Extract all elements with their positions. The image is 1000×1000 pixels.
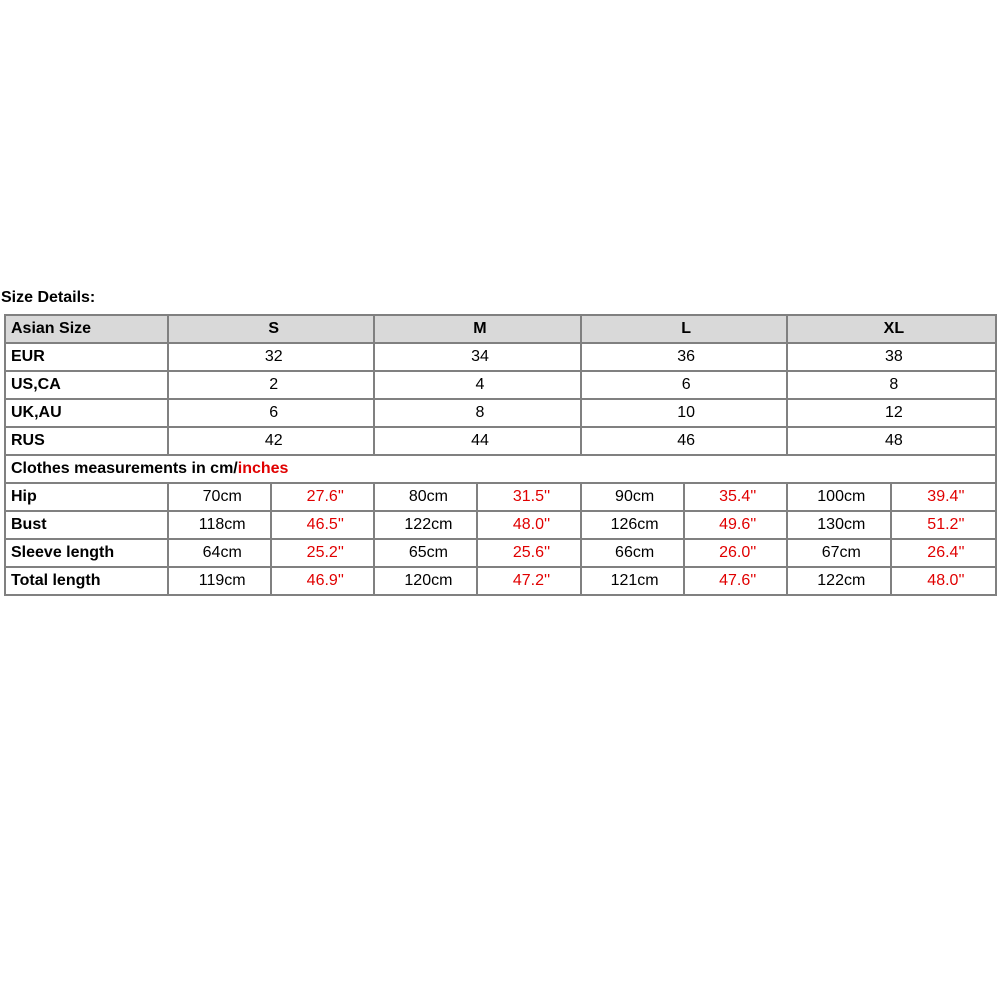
size-header-cell: M [374, 315, 580, 343]
inch-value-cell: 39.4'' [891, 483, 996, 511]
page-title: Size Details: [1, 289, 96, 306]
cm-value-cell: 119cm [168, 567, 271, 595]
size-value-cell: 6 [168, 399, 374, 427]
cm-value-cell: 122cm [787, 567, 891, 595]
size-value-cell: 8 [787, 371, 996, 399]
section-label-cm: Clothes measurements in cm/ [11, 460, 238, 477]
cm-value-cell: 65cm [374, 539, 477, 567]
inch-value-cell: 46.5'' [271, 511, 374, 539]
size-table [4, 314, 997, 596]
size-value-cell: 8 [374, 399, 580, 427]
inch-value-cell: 27.6'' [271, 483, 374, 511]
row-label-cell: US,CA [5, 371, 168, 399]
cm-value-cell: 64cm [168, 539, 271, 567]
row-label-cell: Bust [5, 511, 168, 539]
section-row [5, 455, 996, 483]
size-value-cell: 44 [374, 427, 580, 455]
size-value-cell: 12 [787, 399, 996, 427]
inch-value-cell: 46.9'' [271, 567, 374, 595]
size-header-cell: L [581, 315, 787, 343]
table-row [5, 567, 996, 595]
size-value-cell: 36 [581, 343, 787, 371]
table-row [5, 539, 996, 567]
table-row [5, 511, 996, 539]
size-value-cell: 10 [581, 399, 787, 427]
inch-value-cell: 26.0'' [684, 539, 787, 567]
size-value-cell: 48 [787, 427, 996, 455]
table-row [5, 483, 996, 511]
header-row [5, 315, 996, 343]
cm-value-cell: 122cm [374, 511, 477, 539]
cm-value-cell: 120cm [374, 567, 477, 595]
inch-value-cell: 49.6'' [684, 511, 787, 539]
row-label-cell: EUR [5, 343, 168, 371]
row-label-cell: Total length [5, 567, 168, 595]
cm-value-cell: 126cm [581, 511, 684, 539]
inch-value-cell: 31.5'' [477, 483, 580, 511]
size-value-cell: 34 [374, 343, 580, 371]
cm-value-cell: 90cm [581, 483, 684, 511]
size-value-cell: 46 [581, 427, 787, 455]
header-label-cell: Asian Size [5, 315, 168, 343]
table-row [5, 427, 996, 455]
inch-value-cell: 25.2'' [271, 539, 374, 567]
cm-value-cell: 70cm [168, 483, 271, 511]
inch-value-cell: 47.2'' [477, 567, 580, 595]
size-value-cell: 42 [168, 427, 374, 455]
inch-value-cell: 47.6'' [684, 567, 787, 595]
size-header-cell: XL [787, 315, 996, 343]
section-label-inches: inches [237, 460, 289, 477]
inch-value-cell: 48.0'' [477, 511, 580, 539]
cm-value-cell: 118cm [168, 511, 271, 539]
cm-value-cell: 80cm [374, 483, 477, 511]
row-label-cell: Sleeve length [5, 539, 168, 567]
cm-value-cell: 67cm [787, 539, 891, 567]
table-row [5, 343, 996, 371]
cm-value-cell: 121cm [581, 567, 684, 595]
table-row [5, 371, 996, 399]
size-value-cell: 32 [168, 343, 374, 371]
row-label-cell: UK,AU [5, 399, 168, 427]
inch-value-cell: 35.4'' [684, 483, 787, 511]
row-label-cell: RUS [5, 427, 168, 455]
size-value-cell: 6 [581, 371, 787, 399]
size-value-cell: 38 [787, 343, 996, 371]
size-header-cell: S [168, 315, 374, 343]
inch-value-cell: 51.2'' [891, 511, 996, 539]
cm-value-cell: 130cm [787, 511, 891, 539]
section-heading-cell [5, 455, 996, 483]
size-value-cell: 4 [374, 371, 580, 399]
table-row [5, 399, 996, 427]
size-value-cell: 2 [168, 371, 374, 399]
cm-value-cell: 100cm [787, 483, 891, 511]
inch-value-cell: 48.0'' [891, 567, 996, 595]
inch-value-cell: 25.6'' [477, 539, 580, 567]
cm-value-cell: 66cm [581, 539, 684, 567]
inch-value-cell: 26.4'' [891, 539, 996, 567]
row-label-cell: Hip [5, 483, 168, 511]
